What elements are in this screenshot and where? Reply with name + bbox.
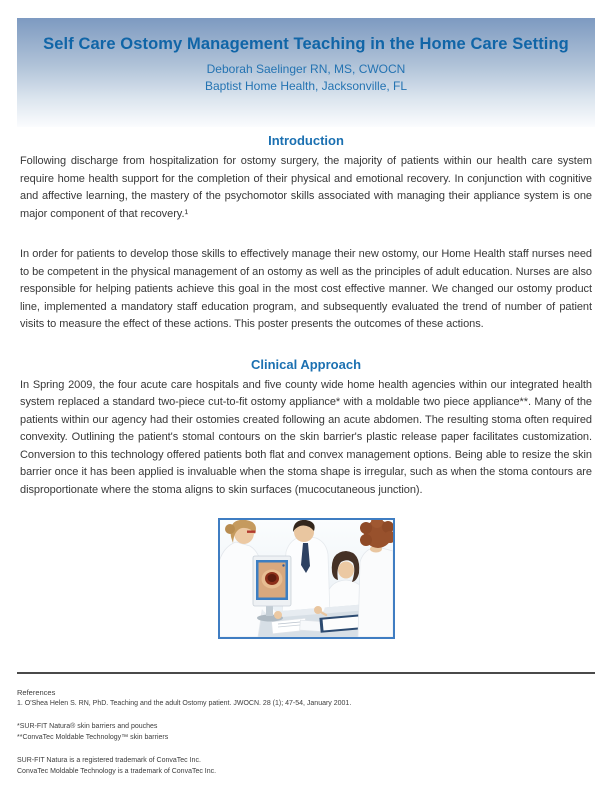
footer-divider-rule	[17, 672, 595, 674]
red-glasses	[247, 531, 256, 533]
curly-haired-clinician	[358, 520, 393, 637]
hair-bun	[225, 524, 235, 534]
trademark-line-1: SUR-FIT Natura is a registered trademark of ConvaTec Inc.	[17, 757, 201, 764]
intro-paragraph-2: In order for patients to develop those skills to effectively manage their new ostomy, our Home Health staff nurses need to be competent in the physical management of an ostomy as well as the principles of adult education. Nurses are also responsible for helping patients achieve this goal in the most cost effective manner. We changed our ostomy product line, implemented a mandatory staff education program, and subsequently evaluated the trend of number of patient visits to measure the effect of these actions. This poster presents the outcomes of these actions.	[20, 248, 592, 330]
header-banner	[17, 18, 595, 127]
staff-training-photo	[218, 518, 395, 639]
section-heading-clinical-approach: Clinical Approach	[250, 356, 362, 372]
affiliation-line: Baptist Home Health, Jacksonville, FL	[204, 79, 408, 93]
references-heading: References	[17, 688, 56, 697]
author-line: Deborah Saelinger RN, MS, CWOCN	[206, 62, 406, 76]
references-block	[17, 687, 595, 777]
page-title: Self Care Ostomy Management Teaching in the Home Care Setting	[43, 35, 569, 53]
footnote-convatec-moldable: **ConvaTec Moldable Technology™ skin barriers	[17, 734, 169, 741]
section-heading-introduction: Introduction	[268, 133, 344, 148]
stoma	[267, 574, 276, 582]
reference-citation: 1. O'Shea Helen S. RN, PhD. Teaching and the adult Ostomy patient. JWOCN. 28 (1); 47-54, January 2001.	[17, 700, 352, 707]
intro-paragraph-1: Following discharge from hospitalization for ostomy surgery, the majority of patients within our health care system require home health support for the completion of their physical and emotional recovery. In conjunction with cognitive and affective learning, the mastery of the psychomotor skills associated with managing their appliance system is one major component of that recovery.¹	[20, 155, 592, 220]
clinical-paragraph-1: In Spring 2009, the four acute care hospitals and five county wide home health agencies within our integrated health system replaced a standard two-piece cut-to-fit ostomy appliance* with a moldable two piece appliance**. Many of the patients within our agency had their ostomies created following an acute abdomen. The resulting stoma often required convexity. Outlining the patient's stomal contours on the skin barrier's plastic release paper facilitates customization. Conversion to this technology offered patients both flat and convex management options. Being able to resize the skin barrier once it has been applied is invaluable when the stoma shape is irregular, such as when the stoma contours are disproportionate where the stoma aligns to skin surfaces (mucocutaneous junction).	[20, 378, 592, 496]
poster-body	[20, 133, 592, 639]
trademark-line-2: ConvaTec Moldable Technology is a trademark of ConvaTec Inc.	[17, 768, 217, 775]
footnote-sur-fit-natura: *SUR-FIT Natura® skin barriers and pouches	[17, 723, 158, 730]
staff-training-illustration	[220, 520, 393, 637]
